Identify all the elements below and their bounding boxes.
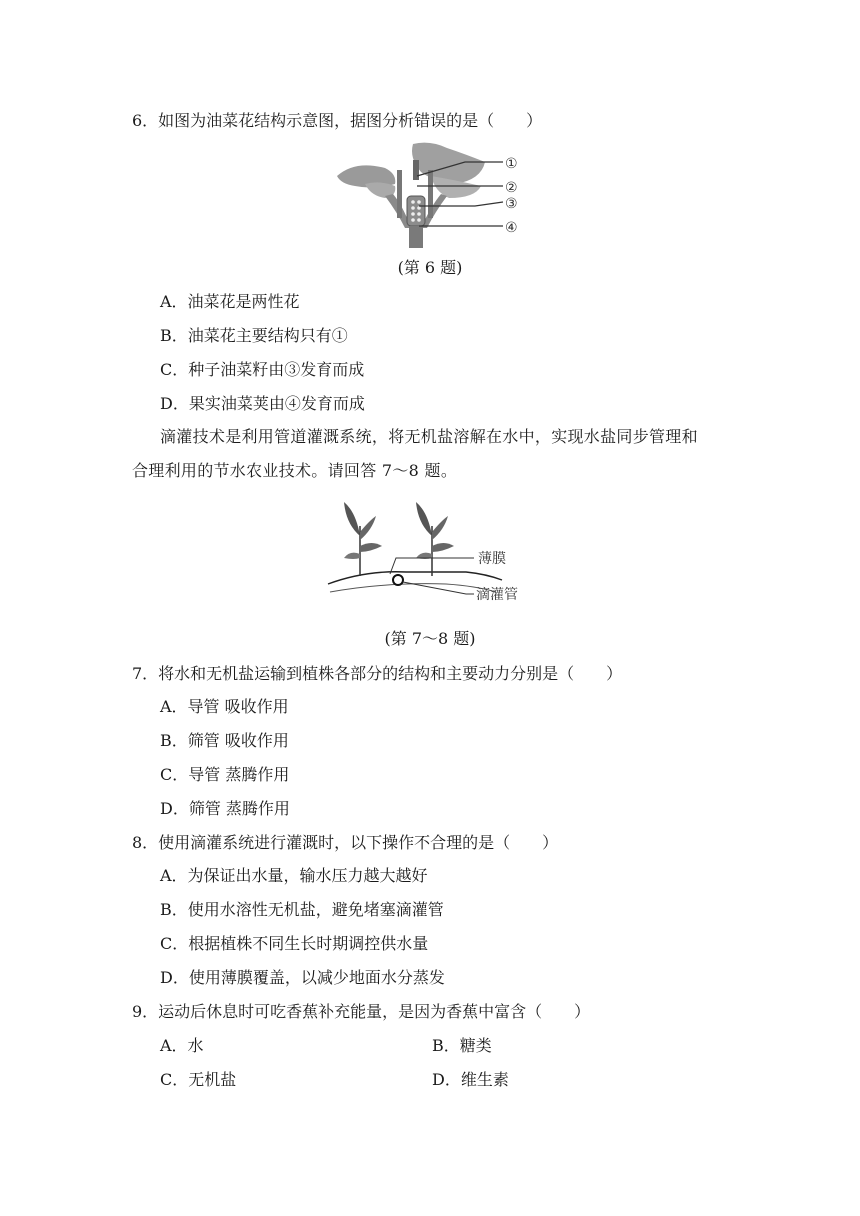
stigma [413,160,419,180]
q7-option-c: C．导管 蒸腾作用 [160,765,290,784]
drip-pipe [393,575,403,585]
plant-1-leaf [360,543,382,552]
soil-line [330,584,496,592]
q9-option-d: D．维生素 [432,1070,509,1089]
question-7-stem: 7．将水和无机盐运输到植株各部分的结构和主要动力分别是（ ） [132,664,623,683]
stamen-right [428,170,433,218]
q9-option-b: B．糖类 [432,1036,492,1055]
label-drip-pipe: 滴灌管 [476,587,518,603]
flower-diagram [335,140,535,248]
figure-label-3: ③ [505,196,518,212]
flower-stalk [409,226,423,248]
ovule [411,212,415,216]
q6-option-d: D．果实油菜荚由④发育而成 [160,394,365,413]
plant-2-leaf [432,543,454,552]
ovule [417,206,421,210]
plant-2-leaf [432,516,448,540]
plant-1-leaf [344,502,360,536]
q8-option-b: B．使用水溶性无机盐，避免堵塞滴灌管 [160,900,444,919]
ovule [417,200,421,204]
q7-option-b: B．筛管 吸收作用 [160,731,289,750]
q6-option-b: B．油菜花主要结构只有① [160,326,348,345]
figure-label-1: ① [505,156,518,172]
label-film: 薄膜 [478,551,506,567]
q6-option-a: A．油菜花是两性花 [160,292,300,311]
passage-line-1: 滴灌技术是利用管道灌溉系统，将无机盐溶解在水中，实现水盐同步管理和 [160,427,698,446]
q7-option-a: A．导管 吸收作用 [160,697,289,716]
ovary [407,196,425,226]
plant-2-leaf [416,502,432,536]
drip-irrigation-figure [326,496,536,614]
question-9-stem: 9．运动后休息时可吃香蕉补充能量，是因为香蕉中富含（ ） [132,1002,591,1021]
question-8-stem: 8．使用滴灌系统进行灌溉时，以下操作不合理的是（ ） [132,833,559,852]
q6-option-c: C．种子油菜籽由③发育而成 [160,360,365,379]
plant-1-leaf [360,516,376,540]
question-6-stem: 6．如图为油菜花结构示意图，据图分析错误的是（ ） [132,111,543,130]
q8-option-c: C．根据植株不同生长时期调控供水量 [160,934,429,953]
q7-option-d: D．筛管 蒸腾作用 [160,799,290,818]
ovule [411,200,415,204]
figure-7-8-caption: (第 7～8 题) [384,629,476,648]
petal-right [412,143,485,184]
rapeseed-flower-figure [335,140,535,248]
ovule [411,206,415,210]
figure-label-4: ④ [505,220,518,236]
irrigation-diagram [326,496,536,614]
ground-line [328,572,502,584]
ovule [411,218,415,222]
ovule [417,218,421,222]
q9-option-c: C．无机盐 [160,1070,237,1089]
ovule [417,212,421,216]
stamen-left [397,170,402,218]
q8-option-d: D．使用薄膜覆盖，以减少地面水分蒸发 [160,968,445,987]
plant-1-leaf [344,553,360,559]
q8-option-a: A．为保证出水量，输水压力越大越好 [160,866,428,885]
passage-line-2: 合理利用的节水农业技术。请回答 7～8 题。 [132,461,458,480]
figure-6-caption: (第 6 题) [397,258,463,277]
figure-label-2: ② [505,180,518,196]
q9-option-a: A．水 [160,1036,204,1055]
